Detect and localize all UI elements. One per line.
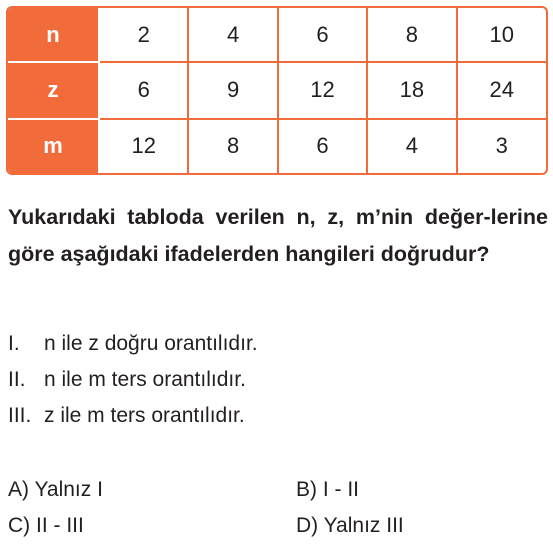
table-cell: 2 — [99, 8, 188, 62]
question-text: Yukarıdaki tabloda verilen n, z, m’nin değer-lerine göre aşağıdaki ifadelerden hangileri doğrudur? — [8, 205, 548, 266]
statement-number: III. — [8, 404, 32, 427]
option-a[interactable]: A) Yalnız I — [8, 478, 103, 501]
table-cell: 18 — [367, 62, 456, 118]
table-row-n — [8, 8, 546, 62]
statement-item — [8, 326, 548, 362]
value-table-frame — [6, 6, 548, 175]
table-cell: 3 — [457, 119, 546, 173]
table-cell: 24 — [457, 62, 546, 118]
row-header-m: m — [8, 119, 99, 173]
option-b[interactable]: B) I - II — [296, 478, 359, 501]
statement-text: n ile m ters orantılıdır. — [44, 368, 246, 391]
table-cell: 6 — [99, 62, 188, 118]
statement-number: II. — [8, 368, 26, 391]
table-cell: 8 — [367, 8, 456, 62]
table-cell: 12 — [99, 119, 188, 173]
table-cell: 12 — [278, 62, 367, 118]
statement-text: z ile m ters orantılıdır. — [44, 404, 245, 427]
table-cell: 4 — [188, 8, 277, 62]
table-row-m — [8, 119, 546, 173]
statement-item — [8, 398, 548, 434]
answer-options — [8, 472, 548, 544]
table-row-z — [8, 62, 546, 118]
table-cell: 9 — [188, 62, 277, 118]
table-cell: 8 — [188, 119, 277, 173]
option-d[interactable]: D) Yalnız III — [296, 514, 404, 537]
statement-item — [8, 362, 548, 398]
row-header-n: n — [8, 8, 99, 62]
row-header-z: z — [8, 62, 99, 118]
table-cell: 4 — [367, 119, 456, 173]
table-cell: 10 — [457, 8, 546, 62]
statement-list — [8, 326, 548, 434]
statement-text: n ile z doğru orantılıdır. — [44, 332, 258, 355]
option-c[interactable]: C) II - III — [8, 514, 84, 537]
table-cell: 6 — [278, 119, 367, 173]
option-row — [8, 472, 548, 508]
value-table — [8, 8, 546, 173]
option-row — [8, 508, 548, 544]
statement-number: I. — [8, 332, 20, 355]
table-cell: 6 — [278, 8, 367, 62]
